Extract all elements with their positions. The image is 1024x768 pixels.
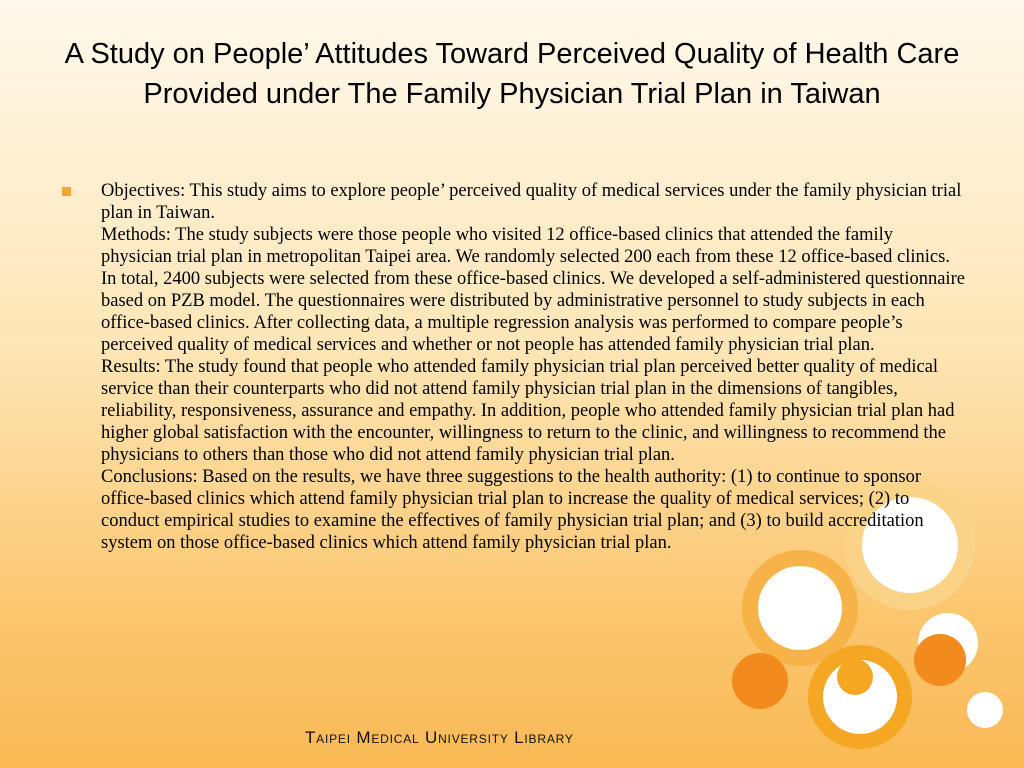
bullet-square-icon	[62, 187, 71, 196]
results-paragraph: Results: The study found that people who attended family physician trial plan perceived better quality of medical service than their counterparts who did not attend family physician trial plan in the dimensions of tangibles, reliability, responsiveness, assurance and empathy. In addition, people who attended family physician trial plan had higher global satisfaction with the encounter, willingness to return to the clinic, and willingness to recommend the physicians to others than those who did not attend family physician trial plan.	[101, 357, 955, 465]
deco-circle-orange-small	[732, 653, 788, 709]
slide-body	[62, 180, 966, 554]
objectives-paragraph: Objectives: This study aims to explore people’ perceived quality of medical services under the family physician trial plan in Taiwan.	[101, 181, 962, 223]
conclusions-paragraph: Conclusions: Based on the results, we have three suggestions to the health authority: (1) to continue to sponsor office-based clinics which attend family physician trial plan to increase the quality of medical services; (2) to conduct empirical studies to examine the effectives of family physician trial plan; and (3) to build accreditation system on those office-based clinics which attend family physician trial plan.	[101, 467, 924, 553]
slide-title: A Study on People’ Attitudes Toward Perceived Quality of Health Care Provided under The Family Physician Trial Plan in Taiwan	[64, 38, 960, 110]
abstract-text	[101, 180, 966, 554]
methods-paragraph: Methods: The study subjects were those people who visited 12 office-based clinics that attended the family physician trial plan in metropolitan Taipei area. We randomly selected 200 each from these 12 office-based clinics. In total, 2400 subjects were selected from these office-based clinics. We developed a self-administered questionnaire based on PZB model. The questionnaires were distributed by administrative personnel to study subjects in each office-based clinics. After collecting data, a multiple regression analysis was performed to compare people’s perceived quality of medical services and whether or not people has attended family physician trial plan.	[101, 225, 965, 355]
deco-circle-small-far-right	[967, 692, 1003, 728]
deco-circle-right-orange	[914, 634, 966, 686]
deco-circle-mid-large-inner	[758, 566, 842, 650]
deco-circle-bottom-ring-core	[837, 659, 873, 695]
footer-library-name: Taipei Medical University Library	[305, 728, 574, 747]
